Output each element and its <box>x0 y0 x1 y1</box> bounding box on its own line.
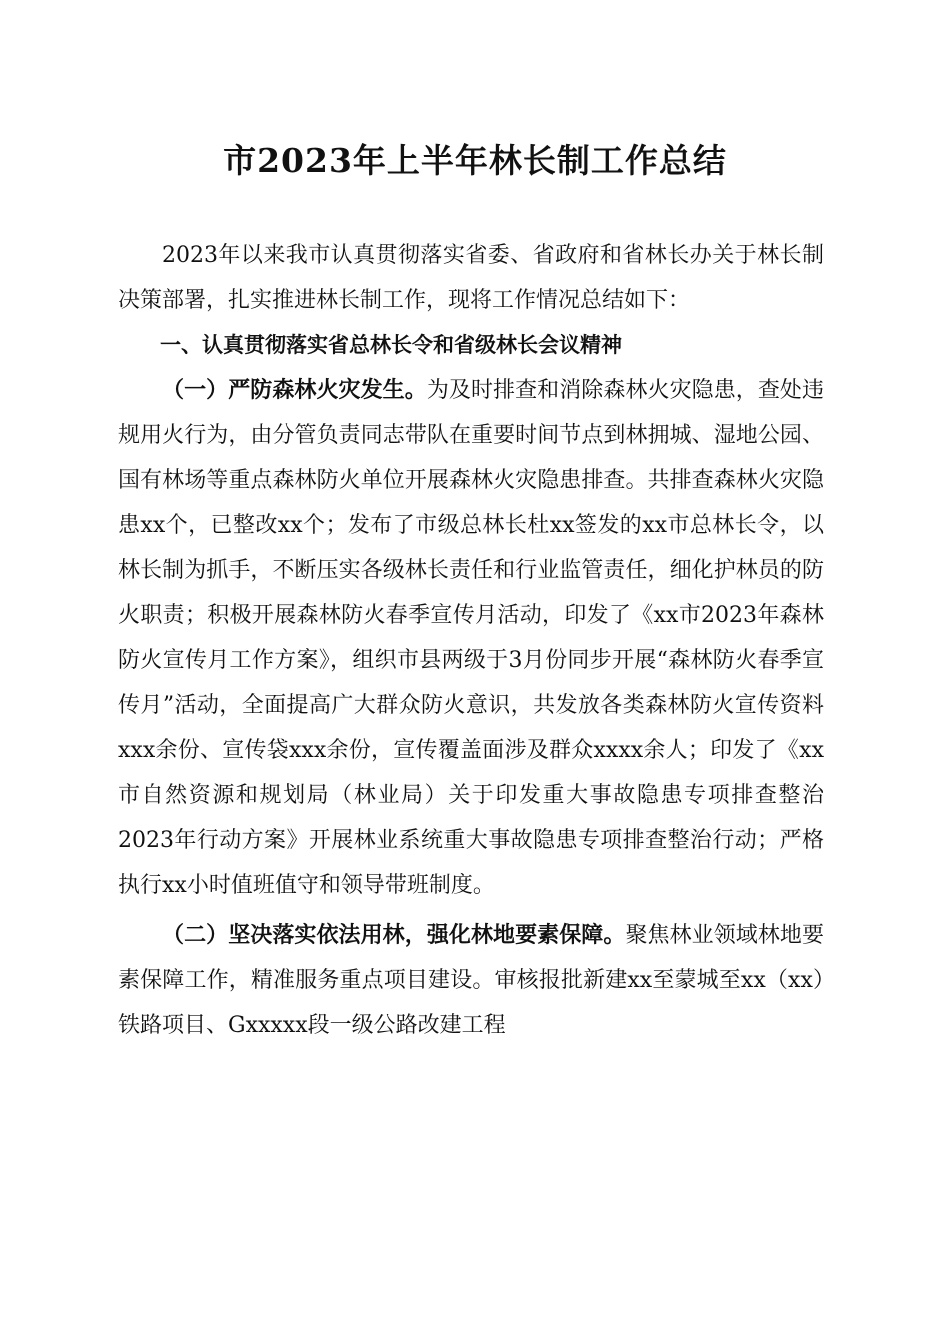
item-label-1: （一）严防森林火灾发生。 <box>162 377 427 403</box>
item-text-2: 聚焦林业领域林地要素保障工作，精准服务重点项目建设。审核报批新建xx至蒙城至xx（xx）铁路项目、Gxxxxx段一级公路改建工程 <box>118 923 824 1038</box>
intro-paragraph: 2023年以来我市认真贯彻落实省委、省政府和省林长办关于林长制决策部署，扎实推进林长制工作，现将工作情况总结如下： <box>118 243 824 313</box>
item-paragraph-1 <box>118 368 824 908</box>
document-title: 市2023年上半年林长制工作总结 <box>223 141 727 180</box>
document-body <box>118 233 824 1048</box>
item-text-1: 为及时排查和消除森林火灾隐患，查处违规用火行为，由分管负责同志带队在重要时间节点到林拥城、湿地公园、国有林场等重点森林防火单位开展森林火灾隐患排查。共排查森林火灾隐患xx个，已整改xx个；发布了市级总林长杜xx签发的xx市总林长令，以林长制为抓手，不断压实各级林长责任和行业监管责任，细化护林员的防火职责；积极开展森林防火春季宣传月活动，印发了《xx市2023年森林防火宣传月工作方案》，组织市县两级于3月份同步开展“森林防火春季宣传月”活动，全面提高广大群众防火意识，共发放各类森林防火宣传资料xxx余份、宣传袋xxx余份，宣传覆盖面涉及群众xxxx余人；印发了《xx市自然资源和规划局（林业局）关于印发重大事故隐患专项排查整治2023年行动方案》开展林业系统重大事故隐患专项排查整治行动；严格执行xx小时值班值守和领导带班制度。 <box>118 378 824 898</box>
item-label-2: （二）坚决落实依法用林，强化林地要素保障。 <box>162 922 626 948</box>
section-heading: 一、认真贯彻落实省总林长令和省级林长会议精神 <box>160 333 622 357</box>
item-paragraph-2 <box>118 913 824 1048</box>
